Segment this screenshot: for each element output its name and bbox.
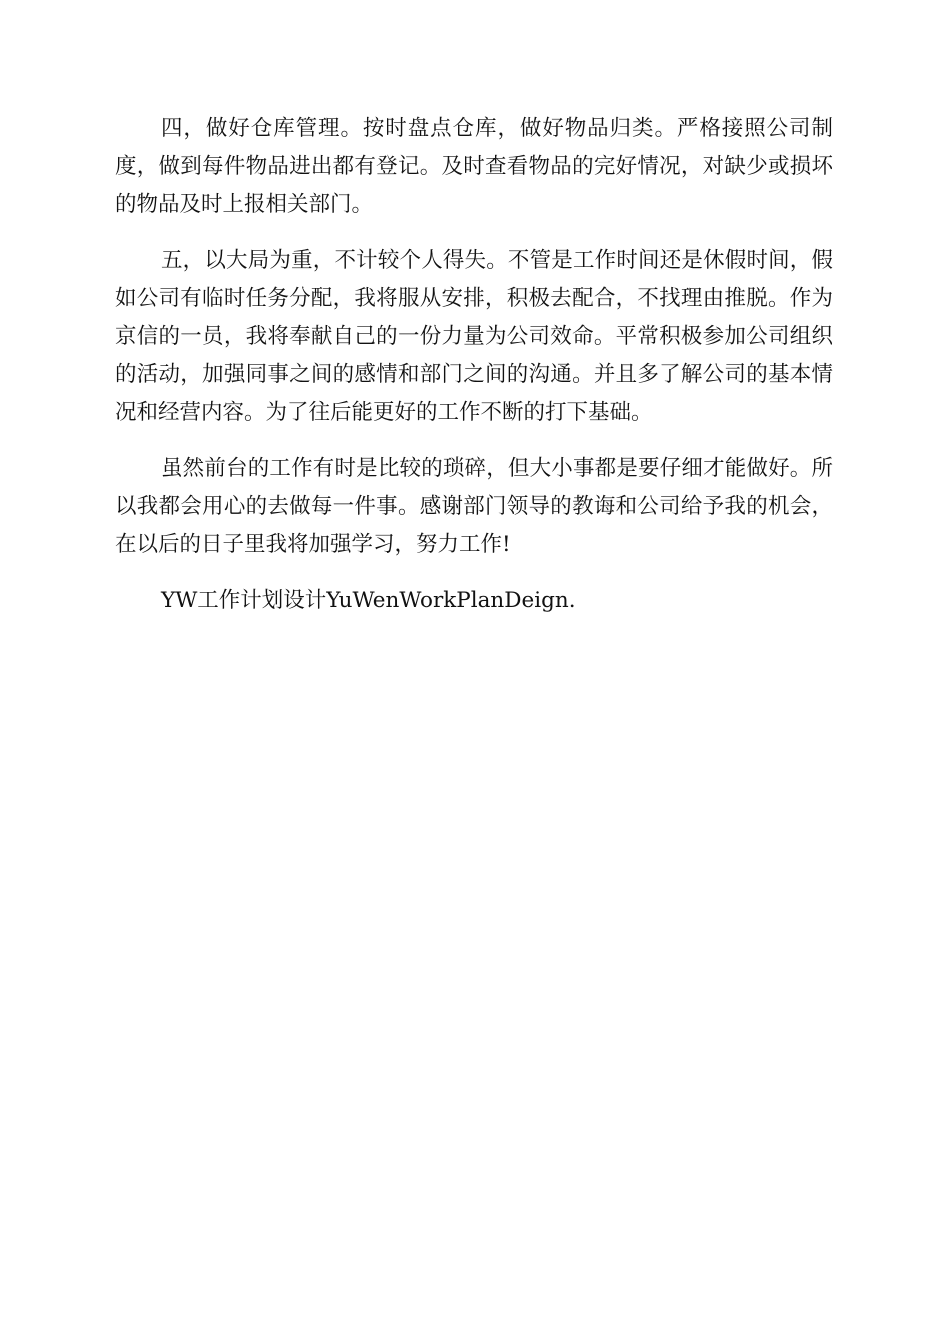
paragraph-conclusion: 虽然前台的工作有时是比较的琐碎，但大小事都是要仔细才能做好。所以我都会用心的去做每一件事。感谢部门领导的教诲和公司给予我的机会，在以后的日子里我将加强学习，努力工作! <box>115 456 833 557</box>
paragraph-overall-interest: 五，以大局为重，不计较个人得失。不管是工作时间还是休假时间，假如公司有临时任务分配，我将服从安排，积极去配合，不找理由推脱。作为京信的一员，我将奉献自己的一份力量为公司效命。平常积极参加公司组织的活动，加强同事之间的感情和部门之间的沟通。并且多了解公司的基本情况和经营内容。为了往后能更好的工作不断的打下基础。 <box>115 248 833 425</box>
document-body <box>115 110 833 620</box>
paragraph-warehouse-management: 四，做好仓库管理。按时盘点仓库，做好物品归类。严格接照公司制度，做到每件物品进出都有登记。及时查看物品的完好情况，对缺少或损坏的物品及时上报相关部门。 <box>115 116 833 217</box>
paragraph-footer-credit: YW工作计划设计YuWenWorkPlanDeign. <box>161 588 576 613</box>
